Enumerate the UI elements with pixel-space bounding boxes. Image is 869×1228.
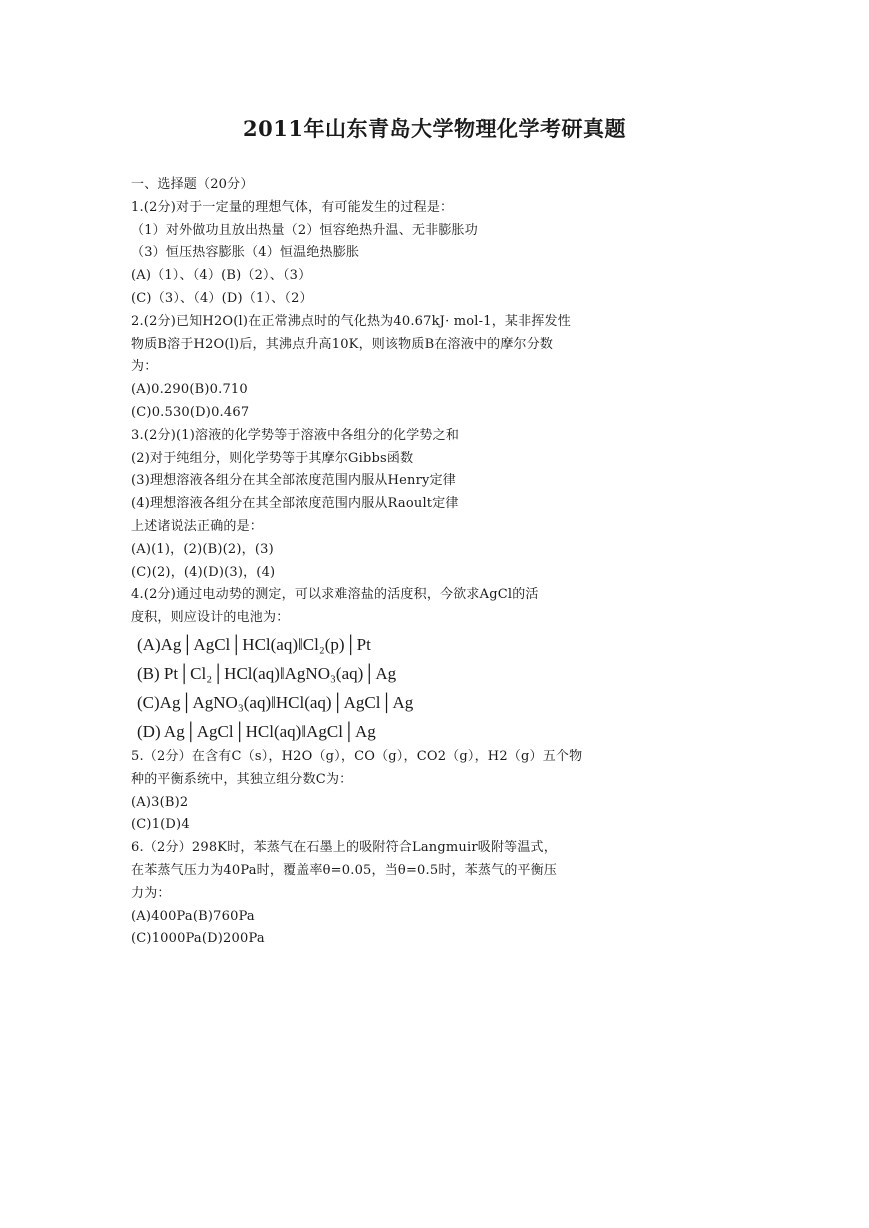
answer-options: (A)400Pa(B)760Pa: [131, 908, 255, 924]
question-stem: 3.(2分)(1)溶液的化学势等于溶液中各组分的化学势之和: [131, 427, 460, 443]
answer-options: (C)1000Pa(D)200Pa: [131, 931, 265, 947]
cell-formula-option-d: (D) Ag│AgCl│HCl(aq)‖AgCl│Ag: [137, 721, 376, 741]
question-text-line: (2)对于纯组分，则化学势等于其摩尔Gibbs函数: [131, 450, 414, 466]
answer-options: (A)0.290(B)0.710: [131, 382, 248, 398]
question-text-line: 力为：: [131, 885, 171, 901]
exam-body: [131, 174, 651, 951]
answer-options: (C)(2)，(4)(D)(3)，(4): [131, 564, 276, 580]
question-text-line: (4)理想溶液各组分在其全部浓度范围内服从Raoult定律: [131, 496, 459, 512]
question-stem: 5.（2分）在含有C（s），H2O（g），CO（g），CO2（g），H2（g）五个物: [131, 748, 583, 764]
section-heading: 一、选择题（20分）: [131, 177, 254, 192]
question-6: [131, 837, 651, 951]
answer-options: (A)3(B)2: [131, 794, 189, 810]
cell-formula-option-c: (C)Ag│AgNO₃(aq)‖HCl(aq)│AgCl│Ag: [137, 692, 414, 712]
cell-formula-option-b: (B) Pt│Cl₂│HCl(aq)‖AgNO₃(aq)│Ag: [137, 663, 397, 683]
question-text-line: 物质B溶于H2O(l)后，其沸点升高10K，则该物质B在溶液中的摩尔分数: [131, 336, 554, 352]
question-text-line: 上述诸说法正确的是：: [131, 518, 264, 534]
question-2: [131, 311, 651, 425]
question-text-line: 种的平衡系统中，其独立组分数C为：: [131, 771, 353, 787]
question-stem: 1.(2分)对于一定量的理想气体，有可能发生的过程是：: [131, 199, 454, 215]
question-text-line: 度积，则应设计的电池为：: [131, 610, 290, 626]
question-stem: 6.（2分）298K时，苯蒸气在石墨上的吸附符合Langmuir吸附等温式，: [131, 840, 557, 856]
question-stem: 4.(2分)通过电动势的测定，可以求难溶盐的活度积，今欲求AgCl的活: [131, 587, 539, 603]
question-stem: 2.(2分)已知H2O(l)在正常沸点时的气化热为40.67kJ· mol-1，某非挥发性: [131, 313, 571, 329]
question-1: [131, 197, 651, 311]
question-4: [131, 584, 651, 746]
answer-options: (C)（3）、（4）(D)（1）、（2）: [131, 290, 313, 306]
question-text-line: 为：: [131, 359, 158, 375]
answer-options: (C)0.530(D)0.467: [131, 404, 250, 420]
question-text-line: (3)理想溶液各组分在其全部浓度范围内服从Henry定律: [131, 473, 456, 489]
question-5: [131, 746, 651, 837]
page-title: 2011年山东青岛大学物理化学考研真题: [243, 116, 626, 141]
question-text-line: 在苯蒸气压力为40Pa时，覆盖率θ=0.05，当θ=0.5时，苯蒸气的平衡压: [131, 862, 558, 878]
answer-options: (C)1(D)4: [131, 817, 190, 833]
question-text-line: （1）对外做功且放出热量（2）恒容绝热升温、无非膨胀功: [131, 222, 478, 238]
cell-formula-option-a: (A)Ag│AgCl│HCl(aq)‖Cl₂(p)│Pt: [137, 634, 371, 654]
answer-options: (A)（1）、（4）(B)（2）、（3）: [131, 268, 312, 284]
question-text-line: （3）恒压热容膨胀（4）恒温绝热膨胀: [131, 245, 360, 261]
answer-options: (A)(1)，(2)(B)(2)，(3): [131, 541, 274, 557]
question-3: [131, 425, 651, 585]
